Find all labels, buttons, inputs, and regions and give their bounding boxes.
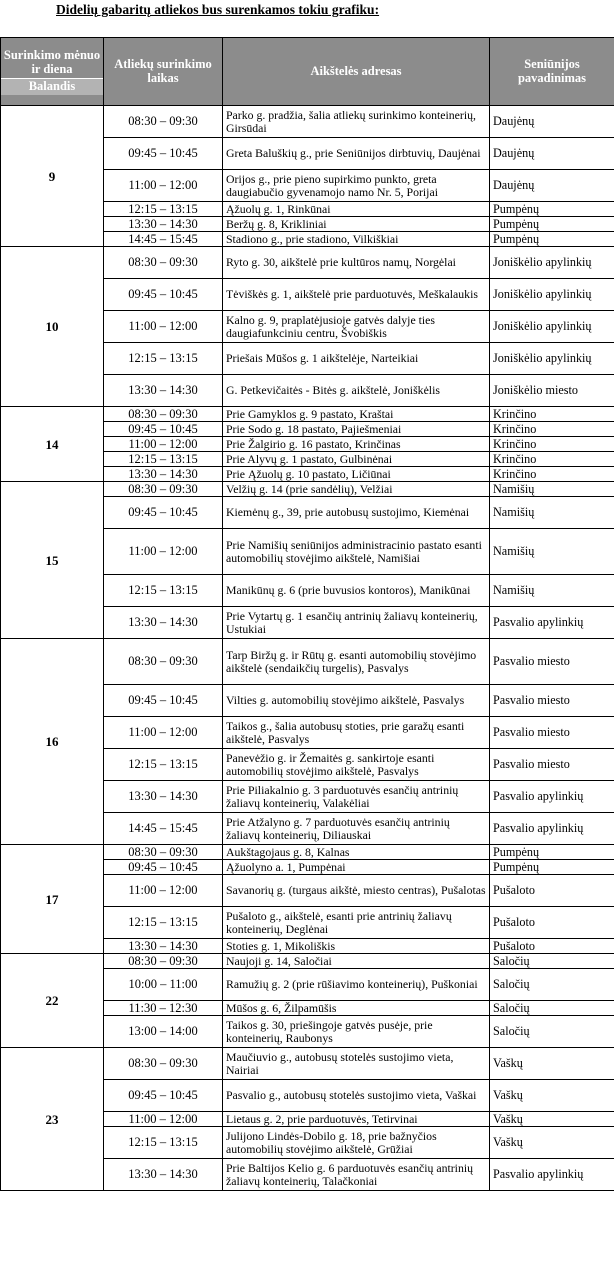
eldership-cell: Pušaloto <box>490 875 614 907</box>
time-cell: 14:45 – 15:45 <box>104 232 223 247</box>
day-cell: 10 <box>1 247 104 407</box>
address-cell: Stoties g. 1, Mikoliškis <box>223 939 490 954</box>
eldership-cell: Pasvalio apylinkių <box>490 813 614 845</box>
eldership-cell: Krinčino <box>490 422 614 437</box>
header-eldership: Seniūnijos pavadinimas <box>490 38 614 106</box>
eldership-cell: Daujėnų <box>490 170 614 202</box>
time-cell: 13:30 – 14:30 <box>104 375 223 407</box>
address-cell: Stadiono g., prie stadiono, Vilkiškiai <box>223 232 490 247</box>
time-cell: 10:00 – 11:00 <box>104 969 223 1001</box>
address-cell: Manikūnų g. 6 (prie buvusios kontoros), Manikūnai <box>223 575 490 607</box>
table-row <box>1 845 614 860</box>
address-cell: G. Petkevičaitės - Bitės g. aikštelė, Joniškėlis <box>223 375 490 407</box>
address-cell: Taikos g. 30, priešingoje gatvės pusėje, prie konteinerių, Raubonys <box>223 1016 490 1048</box>
address-cell: Prie Baltijos Kelio g. 6 parduotuvės esančių antrinių žaliavų konteinerių, Talačkoniai <box>223 1159 490 1191</box>
time-cell: 13:30 – 14:30 <box>104 1159 223 1191</box>
time-cell: 08:30 – 09:30 <box>104 954 223 969</box>
time-cell: 12:15 – 13:15 <box>104 749 223 781</box>
eldership-cell: Namišių <box>490 482 614 497</box>
time-cell: 13:30 – 14:30 <box>104 781 223 813</box>
time-cell: 08:30 – 09:30 <box>104 482 223 497</box>
time-cell: 12:15 – 13:15 <box>104 907 223 939</box>
time-cell: 08:30 – 09:30 <box>104 1048 223 1080</box>
address-cell: Tėviškės g. 1, aikštelė prie parduotuvės, Meškalaukis <box>223 279 490 311</box>
day-cell: 23 <box>1 1048 104 1191</box>
address-cell: Panevėžio g. ir Žemaitės g. sankirtoje esanti automobilių stovėjimo aikštelė, Pasvalys <box>223 749 490 781</box>
eldership-cell: Daujėnų <box>490 106 614 138</box>
time-cell: 09:45 – 10:45 <box>104 497 223 529</box>
day-cell: 16 <box>1 639 104 845</box>
time-cell: 11:30 – 12:30 <box>104 1001 223 1016</box>
time-cell: 12:15 – 13:15 <box>104 452 223 467</box>
eldership-cell: Pumpėnų <box>490 845 614 860</box>
time-cell: 13:00 – 14:00 <box>104 1016 223 1048</box>
time-cell: 11:00 – 12:00 <box>104 1112 223 1127</box>
eldership-cell: Vaškų <box>490 1080 614 1112</box>
time-cell: 08:30 – 09:30 <box>104 639 223 685</box>
day-cell: 17 <box>1 845 104 954</box>
address-cell: Maučiuvio g., autobusų stotelės sustojimo vieta, Nairiai <box>223 1048 490 1080</box>
time-cell: 09:45 – 10:45 <box>104 279 223 311</box>
eldership-cell: Pasvalio apylinkių <box>490 607 614 639</box>
address-cell: Mūšos g. 6, Žilpamūšis <box>223 1001 490 1016</box>
eldership-cell: Vaškų <box>490 1127 614 1159</box>
address-cell: Prie Alyvų g. 1 pastato, Gulbinėnai <box>223 452 490 467</box>
address-cell: Priešais Mūšos g. 1 aikštelėje, Narteikiai <box>223 343 490 375</box>
table-row <box>1 1048 614 1080</box>
day-cell: 22 <box>1 954 104 1048</box>
table-row <box>1 106 614 138</box>
address-cell: Kiemėnų g., 39, prie autobusų sustojimo, Kiemėnai <box>223 497 490 529</box>
address-cell: Prie Sodo g. 18 pastato, Pajiešmeniai <box>223 422 490 437</box>
address-cell: Prie Gamyklos g. 9 pastato, Kraštai <box>223 407 490 422</box>
table-row <box>1 954 614 969</box>
eldership-cell: Krinčino <box>490 467 614 482</box>
eldership-cell: Pumpėnų <box>490 217 614 232</box>
time-cell: 09:45 – 10:45 <box>104 138 223 170</box>
header-address: Aikštelės adresas <box>223 38 490 106</box>
time-cell: 11:00 – 12:00 <box>104 311 223 343</box>
eldership-cell: Namišių <box>490 575 614 607</box>
table-header-row <box>1 38 614 106</box>
time-cell: 14:45 – 15:45 <box>104 813 223 845</box>
time-cell: 08:30 – 09:30 <box>104 407 223 422</box>
address-cell: Ąžuolų g. 1, Rinkūnai <box>223 202 490 217</box>
header-day-label: Surinkimo mėnuo ir diena <box>3 48 101 76</box>
time-cell: 12:15 – 13:15 <box>104 575 223 607</box>
eldership-cell: Joniškėlio apylinkių <box>490 247 614 279</box>
time-cell: 12:15 – 13:15 <box>104 202 223 217</box>
address-cell: Ramužių g. 2 (prie rūšiavimo konteinerių), Puškoniai <box>223 969 490 1001</box>
eldership-cell: Krinčino <box>490 452 614 467</box>
header-month-label: Balandis <box>1 78 103 95</box>
schedule-heading-text: Didelių gabaritų atliekos bus surenkamos tokiu grafiku: <box>56 2 380 17</box>
address-cell: Savanorių g. (turgaus aikštė, miesto centras), Pušalotas <box>223 875 490 907</box>
collection-schedule-table <box>0 37 614 1191</box>
day-cell: 14 <box>1 407 104 482</box>
address-cell: Ąžuolyno a. 1, Pumpėnai <box>223 860 490 875</box>
eldership-cell: Joniškėlio miesto <box>490 375 614 407</box>
eldership-cell: Pumpėnų <box>490 860 614 875</box>
time-cell: 08:30 – 09:30 <box>104 106 223 138</box>
time-cell: 11:00 – 12:00 <box>104 170 223 202</box>
address-cell: Beržų g. 8, Krikliniai <box>223 217 490 232</box>
time-cell: 13:30 – 14:30 <box>104 607 223 639</box>
time-cell: 13:30 – 14:30 <box>104 939 223 954</box>
address-cell: Greta Baluškių g., prie Seniūnijos dirbtuvių, Daujėnai <box>223 138 490 170</box>
address-cell: Prie Žalgirio g. 16 pastato, Krinčinas <box>223 437 490 452</box>
address-cell: Pasvalio g., autobusų stotelės sustojimo vieta, Vaškai <box>223 1080 490 1112</box>
eldership-cell: Pasvalio miesto <box>490 749 614 781</box>
time-cell: 09:45 – 10:45 <box>104 685 223 717</box>
time-cell: 09:45 – 10:45 <box>104 422 223 437</box>
time-cell: 12:15 – 13:15 <box>104 1127 223 1159</box>
eldership-cell: Pasvalio miesto <box>490 639 614 685</box>
time-cell: 11:00 – 12:00 <box>104 529 223 575</box>
eldership-cell: Pasvalio apylinkių <box>490 1159 614 1191</box>
eldership-cell: Saločių <box>490 954 614 969</box>
table-row <box>1 407 614 422</box>
time-cell: 11:00 – 12:00 <box>104 875 223 907</box>
schedule-body <box>1 106 614 1191</box>
eldership-cell: Vaškų <box>490 1048 614 1080</box>
eldership-cell: Pasvalio apylinkių <box>490 781 614 813</box>
address-cell: Prie Vytartų g. 1 esančių antrinių žaliavų konteinerių, Ustukiai <box>223 607 490 639</box>
time-cell: 11:00 – 12:00 <box>104 717 223 749</box>
address-cell: Prie Atžalyno g. 7 parduotuvės esančių antrinių žaliavų konteinerių, Diliauskai <box>223 813 490 845</box>
time-cell: 12:15 – 13:15 <box>104 343 223 375</box>
eldership-cell: Krinčino <box>490 407 614 422</box>
day-cell: 9 <box>1 106 104 247</box>
eldership-cell: Daujėnų <box>490 138 614 170</box>
time-cell: 13:30 – 14:30 <box>104 217 223 232</box>
schedule-heading <box>0 0 614 20</box>
address-cell: Prie Ąžuolų g. 10 pastato, Ličiūnai <box>223 467 490 482</box>
eldership-cell: Saločių <box>490 1016 614 1048</box>
time-cell: 09:45 – 10:45 <box>104 1080 223 1112</box>
eldership-cell: Joniškėlio apylinkių <box>490 311 614 343</box>
day-cell: 15 <box>1 482 104 639</box>
table-row <box>1 247 614 279</box>
address-cell: Naujoji g. 14, Saločiai <box>223 954 490 969</box>
eldership-cell: Pušaloto <box>490 939 614 954</box>
time-cell: 11:00 – 12:00 <box>104 437 223 452</box>
eldership-cell: Krinčino <box>490 437 614 452</box>
eldership-cell: Joniškėlio apylinkių <box>490 343 614 375</box>
eldership-cell: Pušaloto <box>490 907 614 939</box>
header-time: Atliekų surinkimo laikas <box>104 38 223 106</box>
time-cell: 08:30 – 09:30 <box>104 845 223 860</box>
time-cell: 09:45 – 10:45 <box>104 860 223 875</box>
address-cell: Parko g. pradžia, šalia atliekų surinkimo konteinerių, Girsūdai <box>223 106 490 138</box>
time-cell: 13:30 – 14:30 <box>104 467 223 482</box>
address-cell: Ryto g. 30, aikštelė prie kultūros namų, Norgėlai <box>223 247 490 279</box>
eldership-cell: Saločių <box>490 969 614 1001</box>
eldership-cell: Pumpėnų <box>490 202 614 217</box>
eldership-cell: Vaškų <box>490 1112 614 1127</box>
table-row <box>1 482 614 497</box>
eldership-cell: Pasvalio miesto <box>490 717 614 749</box>
address-cell: Vilties g. automobilių stovėjimo aikštelė, Pasvalys <box>223 685 490 717</box>
eldership-cell: Pasvalio miesto <box>490 685 614 717</box>
address-cell: Tarp Biržų g. ir Rūtų g. esanti automobilių stovėjimo aikštelė (sendaikčių turgelis), Pasvalys <box>223 639 490 685</box>
eldership-cell: Namišių <box>490 497 614 529</box>
address-cell: Orijos g., prie pieno supirkimo punkto, greta daugiabučio gyvenamojo namo Nr. 5, Porijai <box>223 170 490 202</box>
address-cell: Kalno g. 9, praplatėjusioje gatvės dalyje ties daugiafunkciniu centru, Švobiškis <box>223 311 490 343</box>
eldership-cell: Pumpėnų <box>490 232 614 247</box>
address-cell: Prie Namišių seniūnijos administracinio pastato esanti automobilių stovėjimo aikštelė, Namišiai <box>223 529 490 575</box>
address-cell: Lietaus g. 2, prie parduotuvės, Tetirvinai <box>223 1112 490 1127</box>
header-day <box>1 38 104 106</box>
eldership-cell: Joniškėlio apylinkių <box>490 279 614 311</box>
address-cell: Prie Piliakalnio g. 3 parduotuvės esančių antrinių žaliavų konteinerių, Valakėliai <box>223 781 490 813</box>
eldership-cell: Saločių <box>490 1001 614 1016</box>
address-cell: Pušaloto g., aikštelė, esanti prie antrinių žaliavų konteinerių, Deglėnai <box>223 907 490 939</box>
address-cell: Velžių g. 14 (prie sandėlių), Velžiai <box>223 482 490 497</box>
address-cell: Taikos g., šalia autobusų stoties, prie garažų esanti aikštelė, Pasvalys <box>223 717 490 749</box>
table-row <box>1 639 614 685</box>
address-cell: Julijono Lindės-Dobilo g. 18, prie bažnyčios automobilių stovėjimo aikštelė, Grūžiai <box>223 1127 490 1159</box>
time-cell: 08:30 – 09:30 <box>104 247 223 279</box>
address-cell: Aukštagojaus g. 8, Kalnas <box>223 845 490 860</box>
eldership-cell: Namišių <box>490 529 614 575</box>
